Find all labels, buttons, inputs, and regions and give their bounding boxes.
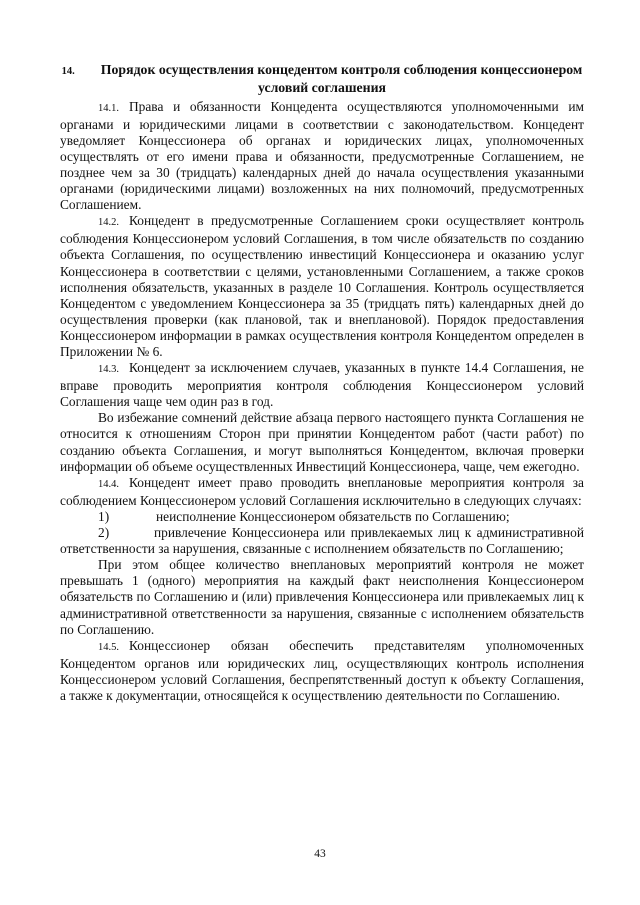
clause-number: 14.4.	[98, 478, 119, 490]
clause-number: 14.1.	[98, 102, 119, 114]
list-item	[60, 509, 584, 525]
clause-14-1	[60, 99, 584, 214]
clause-14-2	[60, 213, 584, 360]
clause-text: Права и обязанности Концедента осуществляются уполномоченными им органами и юридическими лицами в соответствии с законодательством. Концедент уведомляет Концессионера об органах и юридических лицах, уполномоченных осуществлять от его имени права и обязанности, предусмотренные Соглашением, не позднее чем за 30 (тридцать) календарных дней до начала осуществления указанными органами (юридическими лицами) возложенных на них полномочий, предусмотренных Соглашением.	[60, 98, 584, 213]
list-item-text: неисполнение Концессионером обязательств по Соглашению;	[156, 508, 510, 524]
clause-number: 14.5.	[98, 641, 119, 653]
clause-text: Концессионер обязан обеспечить представителям уполномоченных Концедентом органов или юридических лиц, осуществляющих контроль исполнения Концессионером условий Соглашения, беспрепятственный доступ к объекту Соглашения, а также к документации, относящейся к осуществлению деятельности по Соглашению.	[60, 637, 584, 703]
clause-number: 14.2.	[98, 217, 119, 229]
clause-14-3	[60, 360, 584, 410]
clause-text: Концедент имеет право проводить внеплановые мероприятия контроля за соблюдением Концессионером условий Соглашения исключительно в следующих случаях:	[60, 474, 584, 508]
section-heading	[60, 62, 584, 97]
list-item	[60, 525, 584, 557]
paragraph-14-4-closing: При этом общее количество внеплановых мероприятий контроля не может превышать 1 (одного) мероприятия на каждый факт неисполнения Концессионером обязательств по Соглашению и (или) привлечения Концессионера или привлекаемых лиц к административной ответственности за нарушения, связанные с исполнением обязательств по Соглашению.	[60, 557, 584, 637]
clause-14-4	[60, 475, 584, 509]
section-number: 14.	[61, 66, 75, 77]
document-page	[60, 62, 584, 704]
clause-number: 14.3.	[98, 364, 119, 376]
clause-text: Концедент за исключением случаев, указанных в пункте 14.4 Соглашения, не вправе проводить мероприятия контроля соблюдения Концессионером условий Соглашения чаще чем один раз в год.	[60, 360, 584, 410]
page-number: 43	[314, 848, 326, 860]
clause-14-5	[60, 638, 584, 704]
list-item-number: 1)	[98, 508, 110, 524]
paragraph-14-3-note: Во избежание сомнений действие абзаца первого настоящего пункта Соглашения не относится к отношениям Сторон при принятии Концедентом работ (части работ) по созданию объекта Соглашения, и могут выполняться Концедентом, включая проверки информации об объеме осуществленных Инвестиций Концессионера, чаще, чем ежегодно.	[60, 410, 584, 474]
list-item-number: 2)	[98, 525, 110, 541]
list-item-text: привлечение Концессионера или привлекаемых лиц к административной ответственности за нарушения, связанные с исполнением обязательств по Соглашению;	[60, 525, 584, 557]
section-title: Порядок осуществления концедентом контроля соблюдения концессионером условий соглашения	[100, 62, 583, 96]
clause-text: Концедент в предусмотренные Соглашением сроки осуществляет контроль соблюдения Концессионером условий Соглашения, в том числе обязательств по созданию объекта Соглашения, по осуществлению инвестиций Концессионера и оказанию услуг Концессионера в соответствии с целями, установленными Соглашением, а также сроков исполнения обязательств, указанных в разделе 10 Соглашения. Контроль осуществляется Концедентом с уведомлением Концессионера за 35 (тридцать пять) календарных дней до осуществления проверки (как плановой, так и внеплановой). Порядок предоставления Концессионером информации в рамках осуществления контроля Концедентом определен в Приложении № 6.	[60, 213, 584, 359]
